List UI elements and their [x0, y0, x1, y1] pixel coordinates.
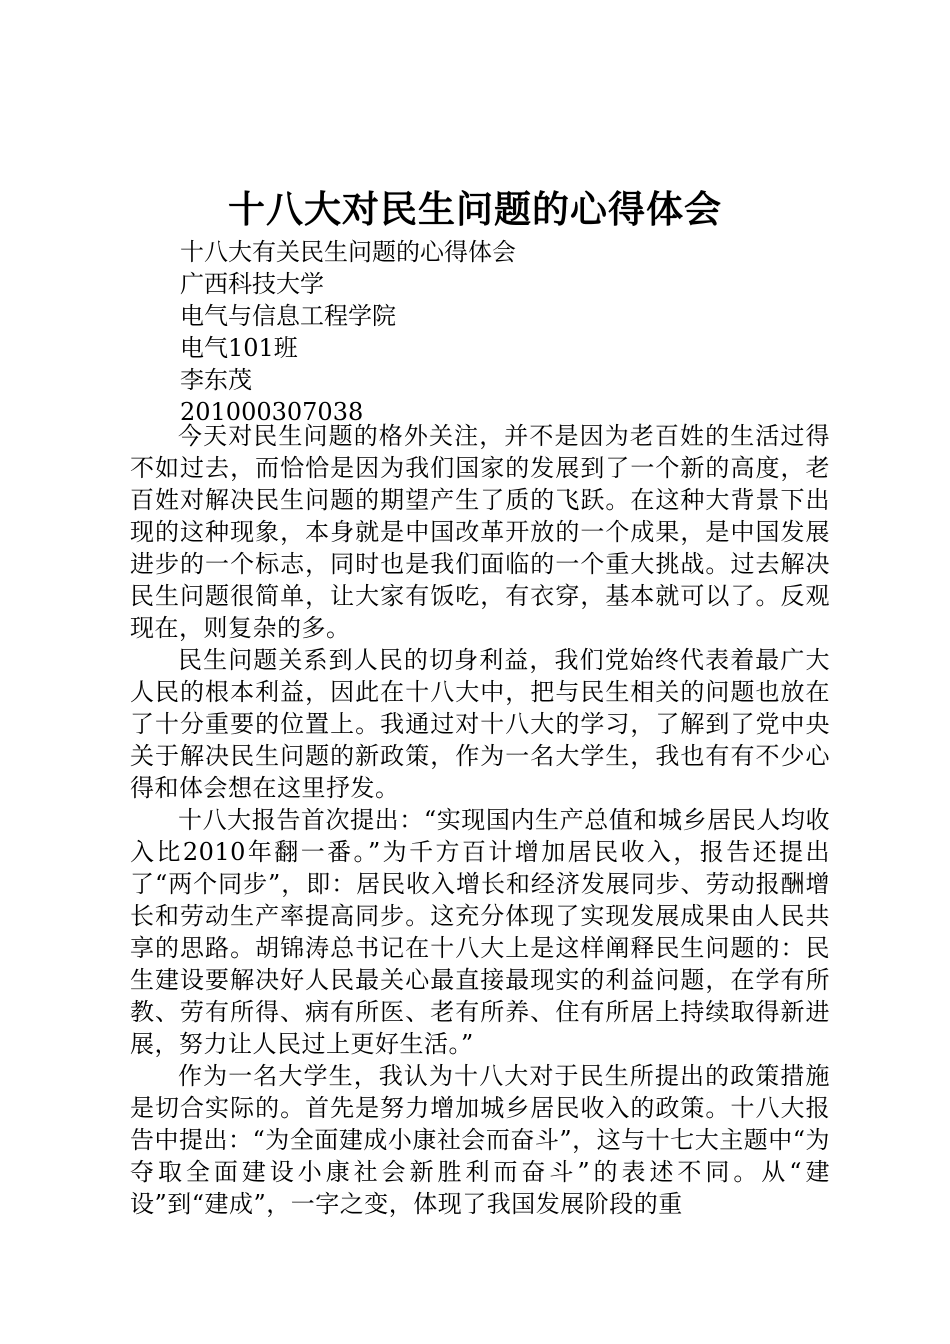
- author-name-line: 李东茂: [180, 366, 252, 394]
- college-line: 电气与信息工程学院: [180, 302, 396, 330]
- student-id-line: 201000307038: [180, 398, 364, 426]
- paragraph: 民生问题关系到人民的切身利益，我们党始终代表着最广大人民的根本利益，因此在十八大中，把与民生相关的问题也放在了十分重要的位置上。我通过对十八大的学习，了解到了党中央关于解决民生问题的新政策，作为一名大学生，我也有有不少心得和体会想在这里抒发。: [130, 646, 830, 802]
- class-line: 电气101班: [180, 334, 298, 362]
- document-title: 十八大对民生问题的心得体会: [228, 187, 722, 231]
- university-line: 广西科技大学: [180, 270, 324, 298]
- paragraph: 作为一名大学生，我认为十八大对于民生所提出的政策措施是切合实际的。首先是努力增加城乡居民收入的政策。十八大报告中提出：“为全面建成小康社会而奋斗”，这与十七大主题中“为夺取全面建设小康社会新胜利而奋斗”的表述不同。从“建设”到“建成”，一字之变，体现了我国发展阶段的重: [130, 1062, 830, 1218]
- paragraph: 今天对民生问题的格外关注，并不是因为老百姓的生活过得不如过去，而恰恰是因为我们国家的发展到了一个新的高度，老百姓对解决民生问题的期望产生了质的飞跃。在这种大背景下出现的这种现象，本身就是中国改革开放的一个成果，是中国发展进步的一个标志，同时也是我们面临的一个重大挑战。过去解决民生问题很简单，让大家有饭吃，有衣穿，基本就可以了。反观现在，则复杂的多。: [130, 422, 830, 642]
- author-info-block: [180, 236, 516, 428]
- subtitle-line: 十八大有关民生问题的心得体会: [180, 238, 516, 266]
- body-text: [130, 420, 830, 1218]
- paragraph: 十八大报告首次提出：“实现国内生产总值和城乡居民人均收入比2010年翻一番。”为千方百计增加居民收入，报告还提出了“两个同步”，即：居民收入增长和经济发展同步、劳动报酬增长和劳动生产率提高同步。这充分体现了实现发展成果由人民共享的思路。胡锦涛总书记在十八大上是这样阐释民生问题的：民生建设要解决好人民最关心最直接最现实的利益问题，在学有所教、劳有所得、病有所医、老有所养、住有所居上持续取得新进展，努力让人民过上更好生活。”: [130, 806, 830, 1058]
